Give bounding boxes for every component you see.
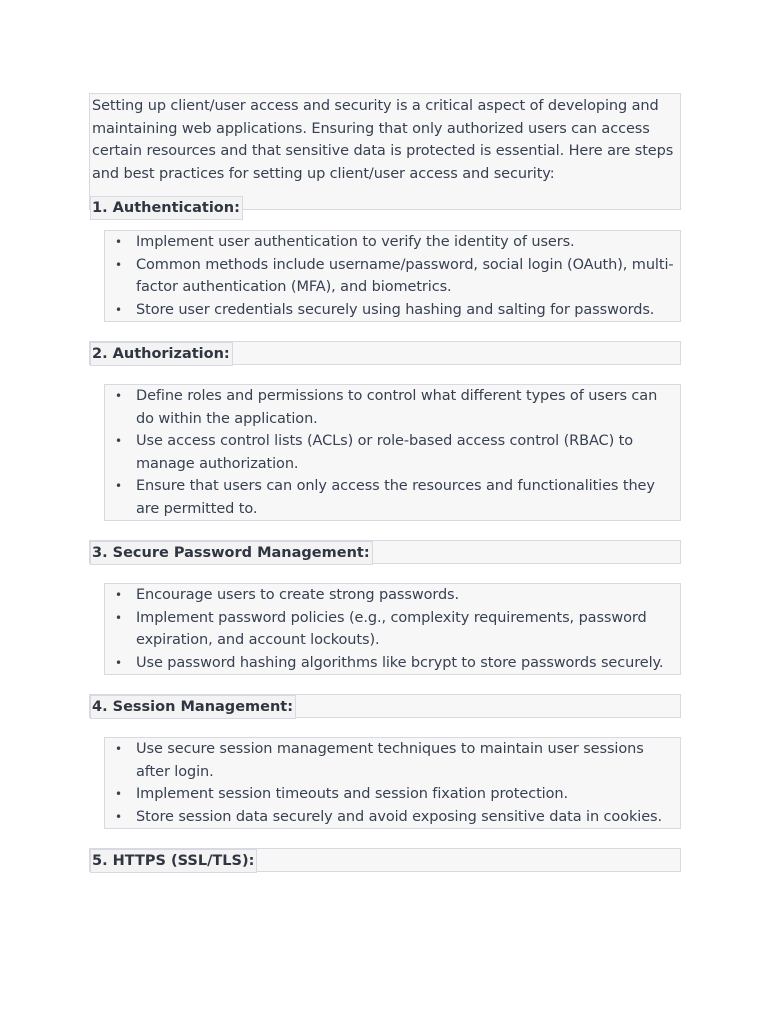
heading-row-https (89, 848, 681, 872)
heading-https: 5. HTTPS (SSL/TLS): (90, 849, 257, 873)
bullet-list (105, 385, 678, 520)
list-item: • Encourage users to create strong passwords. (136, 584, 678, 607)
list-session-management (104, 737, 681, 829)
heading-row-authentication (92, 185, 678, 216)
bullet-list (105, 584, 678, 674)
list-item: • Use password hashing algorithms like bcrypt to store passwords securely. (136, 652, 678, 675)
list-item: • Ensure that users can only access the resources and functionalities they are permitted to. (136, 475, 678, 520)
intro-paragraph: Setting up client/user access and security is a critical aspect of developing and maintaining web applications. Ensuring that only authorized users can access certain resources and that sensitive data is protected is essential. Here are steps and best practices for setting up client/user access and security: (92, 98, 674, 182)
heading-row-session-management (89, 694, 681, 718)
list-item: • Implement user authentication to verify the identity of users. (136, 231, 678, 254)
bullet-list (105, 738, 678, 828)
list-password-management (104, 583, 681, 675)
list-item: • Store user credentials securely using hashing and salting for passwords. (136, 299, 678, 322)
list-item: • Use access control lists (ACLs) or role-based access control (RBAC) to manage authorization. (136, 430, 678, 475)
heading-session-management: 4. Session Management: (90, 695, 296, 719)
list-item: • Define roles and permissions to control what different types of users can do within the application. (136, 385, 678, 430)
heading-row-authorization (89, 341, 681, 365)
list-authentication (104, 230, 681, 322)
list-item: • Implement password policies (e.g., complexity requirements, password expiration, and account lockouts). (136, 607, 678, 652)
list-item: • Use secure session management techniques to maintain user sessions after login. (136, 738, 678, 783)
heading-password-management: 3. Secure Password Management: (90, 541, 373, 565)
heading-authentication: 1. Authentication: (90, 196, 243, 220)
intro-block (89, 93, 681, 216)
bullet-list (105, 231, 678, 321)
document-page (89, 93, 681, 872)
heading-row-password-management (89, 540, 681, 564)
list-item: • Common methods include username/password, social login (OAuth), multi-factor authentication (MFA), and biometrics. (136, 254, 678, 299)
heading-authorization: 2. Authorization: (90, 342, 233, 366)
list-item: • Store session data securely and avoid exposing sensitive data in cookies. (136, 806, 678, 829)
list-authorization (104, 384, 681, 521)
list-item: • Implement session timeouts and session fixation protection. (136, 783, 678, 806)
